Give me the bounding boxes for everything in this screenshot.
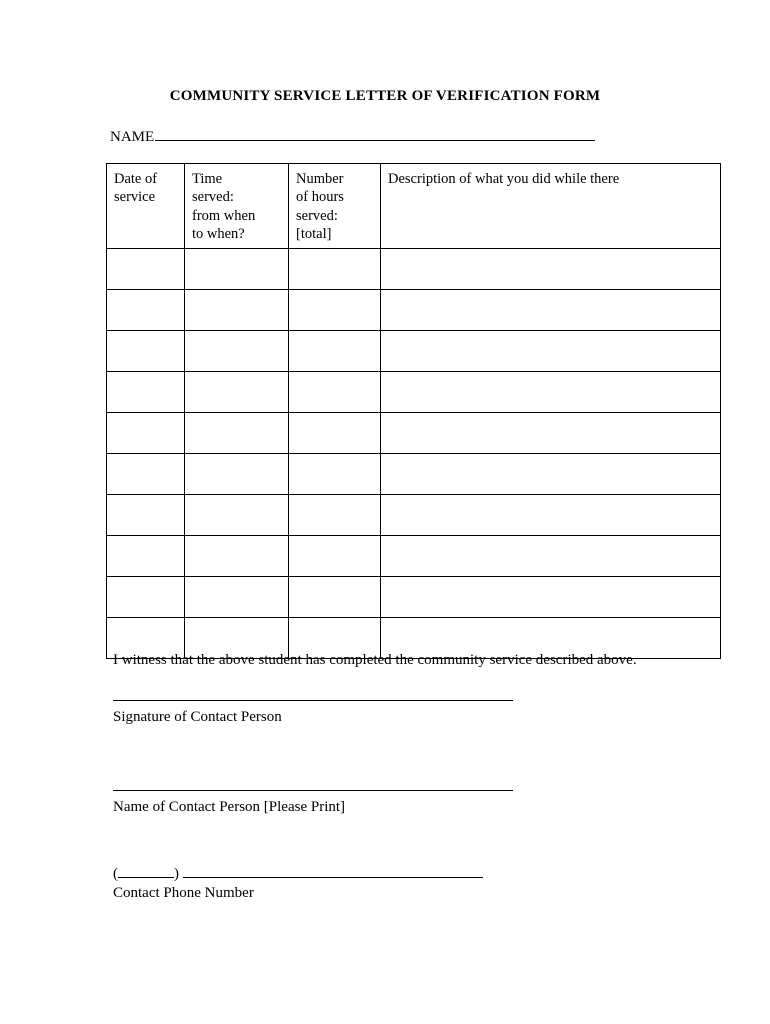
header-date-of-service [107,164,185,249]
cell-date[interactable] [107,454,185,495]
area-code-rule[interactable] [118,866,174,878]
table-row [107,413,721,454]
community-service-table [106,163,721,659]
table-header-row [107,164,721,249]
cell-time[interactable] [185,577,289,618]
printed-name-label: Name of Contact Person [Please Print] [113,799,346,815]
phone-input-line[interactable] [113,866,513,883]
cell-time[interactable] [185,536,289,577]
cell-date[interactable] [107,413,185,454]
cell-description[interactable] [381,536,721,577]
phone-number-rule[interactable] [183,866,483,878]
header-description [381,164,721,249]
table-row [107,331,721,372]
cell-description[interactable] [381,249,721,290]
phone-close-paren: ) [174,866,179,882]
cell-date[interactable] [107,372,185,413]
table-body [107,249,721,659]
cell-time[interactable] [185,454,289,495]
cell-hours[interactable] [289,413,381,454]
table-row [107,495,721,536]
cell-hours[interactable] [289,577,381,618]
header-line: served: [192,189,234,206]
table-row [107,249,721,290]
cell-description[interactable] [381,331,721,372]
signature-of-contact-person-block [113,700,513,726]
cell-time[interactable] [185,413,289,454]
cell-date[interactable] [107,495,185,536]
cell-date[interactable] [107,331,185,372]
witness-statement: I witness that the above student has completed the community service described above. [113,652,637,668]
header-line: served: [296,207,338,224]
header-line: of hours [296,189,344,206]
header-time-served [185,164,289,249]
cell-hours[interactable] [289,536,381,577]
cell-date[interactable] [107,290,185,331]
header-line: Date of [114,171,158,187]
header-line: service [114,189,156,206]
cell-hours[interactable] [289,372,381,413]
phone-open-paren: ( [113,866,118,882]
header-line: to when? [192,226,245,243]
student-name-field[interactable] [110,128,595,146]
cell-description[interactable] [381,290,721,331]
header-line: Number [296,171,344,187]
phone-label: Contact Phone Number [113,885,254,901]
printed-name-write-rule[interactable] [113,790,513,791]
cell-hours[interactable] [289,331,381,372]
printed-name-block [113,790,513,816]
cell-date[interactable] [107,536,185,577]
cell-time[interactable] [185,249,289,290]
header-line: from when [192,207,256,224]
cell-date[interactable] [107,577,185,618]
header-line: Description of what you did while there [388,171,620,187]
header-number-of-hours [289,164,381,249]
cell-hours[interactable] [289,249,381,290]
cell-time[interactable] [185,495,289,536]
cell-description[interactable] [381,577,721,618]
table-row [107,372,721,413]
cell-description[interactable] [381,413,721,454]
cell-date[interactable] [107,249,185,290]
cell-hours[interactable] [289,454,381,495]
table-row [107,536,721,577]
cell-hours[interactable] [289,495,381,536]
signature-write-rule[interactable] [113,700,513,701]
table-row [107,577,721,618]
table-row [107,290,721,331]
cell-description[interactable] [381,454,721,495]
cell-time[interactable] [185,290,289,331]
cell-time[interactable] [185,331,289,372]
header-line: [total] [296,226,332,243]
name-write-rule[interactable] [155,128,595,141]
contact-phone-block [113,866,513,902]
cell-description[interactable] [381,372,721,413]
cell-hours[interactable] [289,290,381,331]
name-label: NAME [110,129,155,145]
signature-label: Signature of Contact Person [113,709,282,725]
page-title: COMMUNITY SERVICE LETTER OF VERIFICATION FORM [169,88,601,104]
cell-time[interactable] [185,372,289,413]
table-row [107,454,721,495]
header-line: Time [192,171,223,187]
cell-description[interactable] [381,495,721,536]
